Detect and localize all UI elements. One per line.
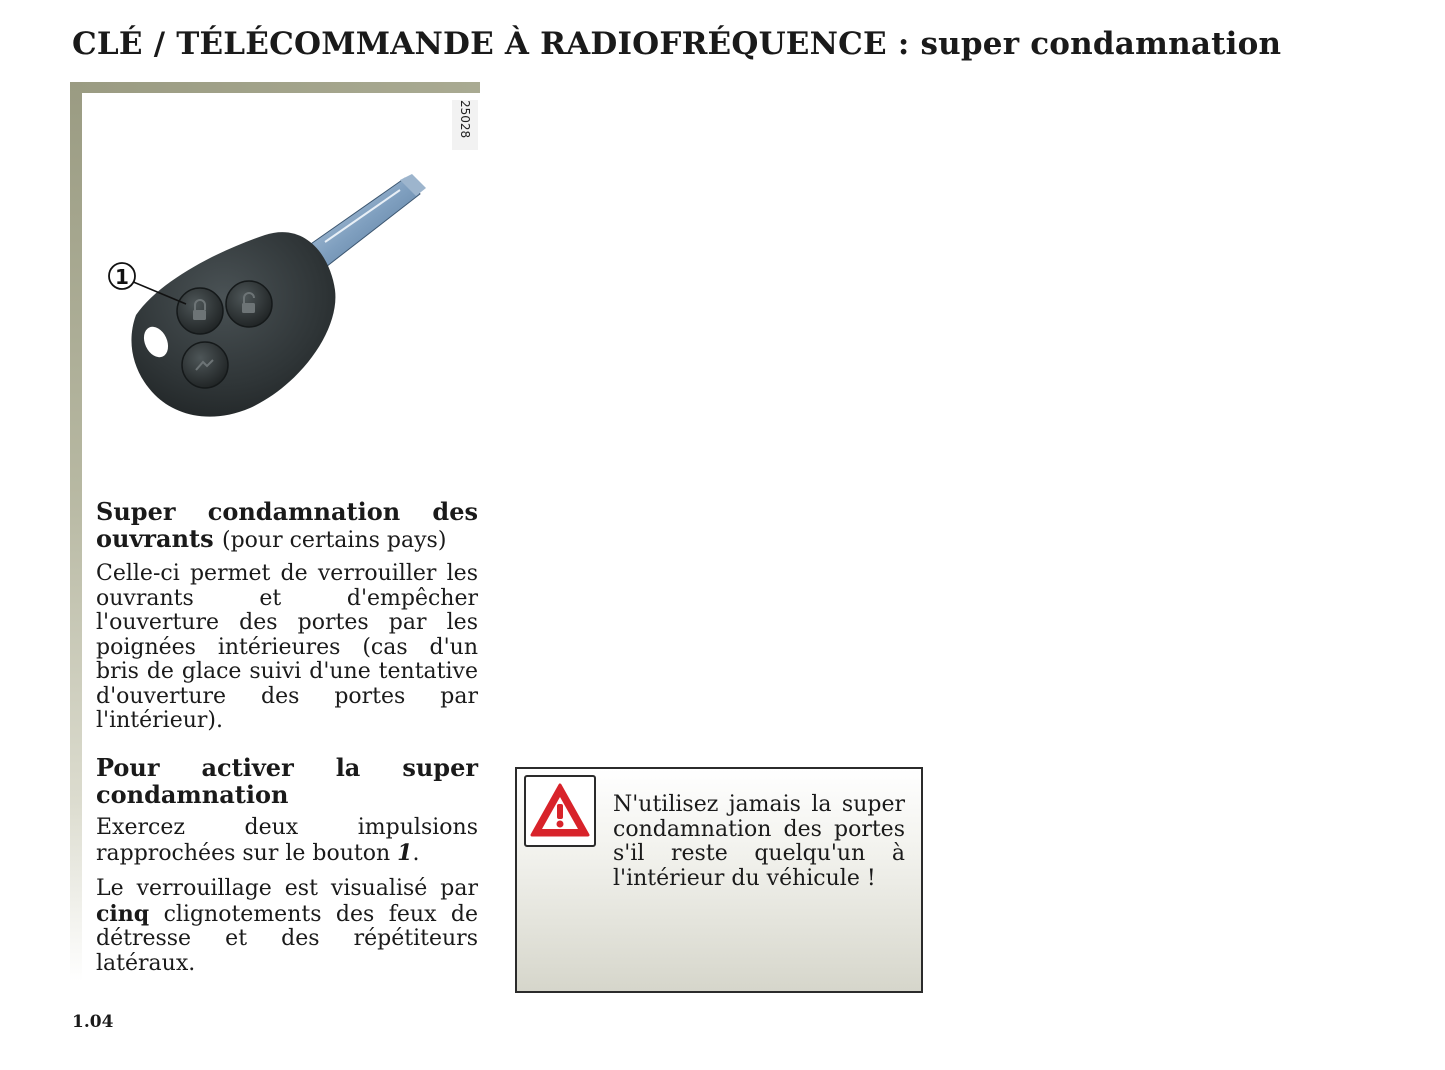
figure-code — [452, 100, 478, 150]
trunk-button — [182, 342, 228, 388]
warning-box — [515, 767, 923, 993]
page-title-sub: super condamnation — [920, 26, 1282, 62]
section-heading-activate: Pour activer la super condamnation — [96, 753, 478, 809]
section-activate — [96, 754, 478, 976]
key-remote-illustration — [100, 170, 460, 430]
page-title — [72, 26, 1281, 62]
button-reference: 1 — [397, 839, 413, 866]
section-super-condamnation — [96, 498, 478, 734]
figure-code-label: 25028 — [458, 100, 472, 139]
instruction-end: . — [412, 840, 420, 866]
indicator-paragraph — [96, 877, 478, 976]
key-body — [131, 232, 335, 417]
key-blade — [305, 174, 426, 270]
warning-triangle-icon — [524, 775, 596, 847]
instruction-text: Exercez deux impulsions rapprochées sur le bouton — [96, 815, 478, 866]
lock-button — [177, 288, 223, 334]
indicator-count: cinq — [96, 900, 150, 927]
page-title-main: CLÉ / TÉLÉCOMMANDE À RADIOFRÉQUENCE : — [72, 26, 910, 62]
instruction-paragraph — [96, 816, 478, 866]
unlock-button — [226, 281, 272, 327]
indicator-text-end: clignotements des feux de détresse et des répétiteurs latéraux. — [96, 901, 478, 976]
section-body: Celle-ci permet de verrouiller les ouvrants et d'empêcher l'ouverture des portes par les poignées intérieures (cas d'un bris de glace suivi d'une tentative d'ouverture des portes par l'intérieur). — [96, 561, 478, 733]
section-heading-note: (pour certains pays) — [222, 528, 447, 553]
column-frame-side — [70, 82, 82, 982]
column-frame-top — [70, 82, 480, 93]
warning-text: N'utilisez jamais la super condamnation des portes s'il reste quelqu'un à l'intérieur du véhicule ! — [613, 792, 905, 891]
callout-number: 1 — [115, 265, 129, 289]
section-heading-bold: Super condamnation des ouvrants — [96, 497, 478, 553]
indicator-text-start: Le verrouillage est visualisé par — [96, 876, 478, 901]
section-heading — [96, 498, 478, 554]
page-number: 1.04 — [72, 1012, 114, 1032]
